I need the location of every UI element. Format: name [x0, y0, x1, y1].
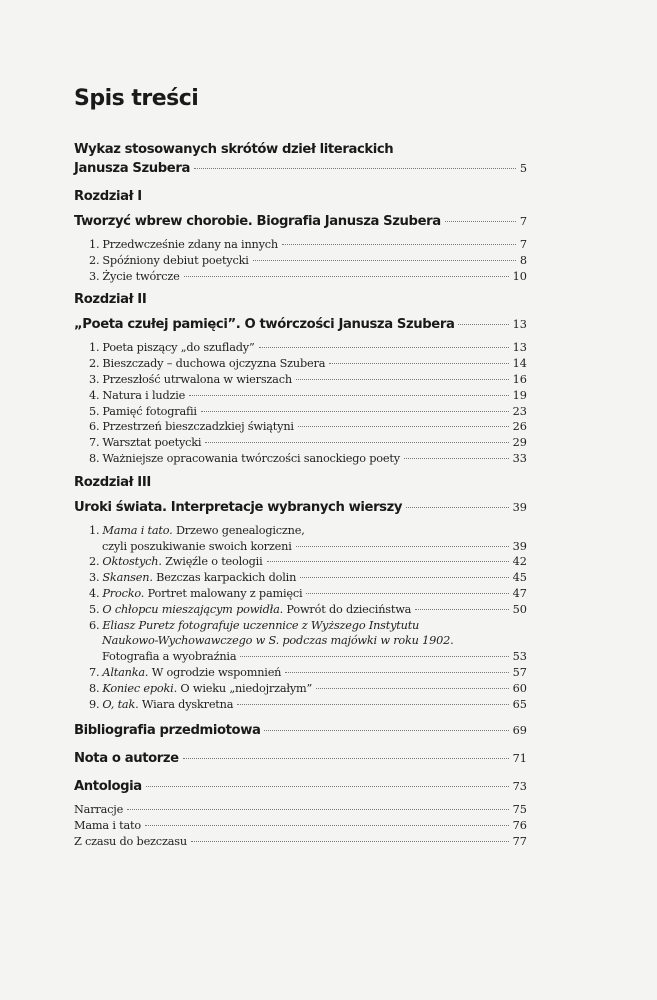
item-number: 2. — [89, 555, 100, 569]
table-of-contents — [74, 140, 527, 850]
item-number: 6. — [89, 618, 100, 632]
dot-leader — [445, 221, 516, 222]
toc-subentry[interactable] — [89, 523, 527, 555]
dot-leader — [296, 546, 509, 547]
chapter-label: Rozdział I — [74, 189, 142, 204]
entry-title-line1: Wykaz stosowanych skrótów dzieł literackich — [74, 142, 394, 157]
item-number: 7. — [89, 665, 100, 679]
item-title: Bieszczady – duchowa ojczyzna Szubera — [102, 357, 326, 371]
dot-leader — [282, 244, 516, 245]
item-title: Pamięć fotografii — [102, 404, 197, 418]
toc-entry-about-author[interactable] — [74, 749, 527, 768]
dot-leader — [267, 561, 509, 562]
item-number: 7. — [89, 436, 100, 450]
item-title-line2: czyli poszukiwanie swoich korzeni — [102, 539, 292, 553]
dot-leader — [259, 347, 509, 348]
item-title: Natura i ludzie — [102, 388, 186, 402]
dot-leader — [127, 809, 509, 810]
item-poem-title: Procko. — [102, 586, 145, 600]
item-number: 3. — [89, 571, 100, 585]
dot-leader — [415, 609, 508, 610]
toc-subentry[interactable] — [89, 388, 527, 404]
item-title: Przestrzeń bieszczadzkiej świątyni — [102, 420, 294, 434]
item-poem-title: Mama i tato. — [102, 523, 173, 537]
item-number: 2. — [89, 357, 100, 371]
dot-leader — [404, 458, 509, 459]
item-number: 1. — [89, 341, 100, 355]
toc-subentry[interactable] — [74, 834, 527, 850]
toc-subentry[interactable] — [89, 372, 527, 388]
page-number: 77 — [512, 834, 527, 848]
item-poem-title: Koniec epoki. — [102, 681, 177, 695]
page-number: 50 — [512, 602, 527, 616]
toc-subentry[interactable] — [89, 697, 527, 713]
item-title: Z czasu do bezczasu — [74, 834, 187, 848]
item-number: 2. — [89, 253, 100, 267]
page-number: 13 — [512, 341, 527, 355]
item-title: Poeta piszący „do szuflady” — [102, 341, 255, 355]
item-title-line3: Fotografia a wyobraźnia — [102, 650, 237, 664]
dot-leader — [189, 395, 508, 396]
dot-leader — [329, 363, 508, 364]
toc-subentry[interactable] — [89, 618, 527, 665]
item-title: W ogrodzie wspomnień — [148, 665, 282, 679]
page-number: 53 — [512, 650, 527, 664]
dot-leader — [306, 593, 508, 594]
page-number: 47 — [512, 586, 527, 600]
toc-entry-chapter-3[interactable] — [74, 498, 527, 517]
item-title: Portret malowany z pamięci — [144, 586, 303, 600]
chapter-2-items — [74, 340, 527, 466]
page-number: 75 — [512, 803, 527, 817]
toc-subentry[interactable] — [89, 237, 527, 253]
dot-leader — [183, 758, 509, 759]
page-number: 65 — [512, 697, 527, 711]
item-number: 8. — [89, 681, 100, 695]
item-title: Przedwcześnie zdany na innych — [102, 238, 278, 251]
item-title: O wieku „niedojrzałym” — [177, 681, 313, 695]
item-poem-title: Altanka. — [102, 665, 149, 679]
item-number: 5. — [89, 404, 100, 418]
dot-leader — [205, 442, 508, 443]
item-number: 1. — [89, 523, 100, 537]
page-number: 10 — [512, 269, 527, 283]
toc-entry-chapter-2[interactable] — [74, 315, 527, 334]
toc-entry-bibliography[interactable] — [74, 721, 527, 740]
item-number: 9. — [89, 697, 100, 711]
item-poem-title: Skansen. — [102, 571, 153, 585]
item-poem-title: O chłopcu mieszającym powidła. — [102, 602, 284, 616]
toc-subentry[interactable] — [89, 253, 527, 269]
item-number: 1. — [89, 238, 100, 251]
dot-leader — [145, 825, 509, 826]
item-number: 4. — [89, 586, 100, 600]
toc-subentry[interactable] — [89, 404, 527, 420]
item-poem-title-line2: Naukowo-Wychowawczego w S. podczas majówki w roku 1902. — [102, 634, 454, 648]
page-number: 45 — [512, 571, 527, 585]
page-number: 16 — [512, 372, 527, 386]
toc-subentry[interactable] — [89, 570, 527, 586]
toc-subentry[interactable] — [89, 435, 527, 451]
page-number: 39 — [512, 539, 527, 553]
toc-subentry[interactable] — [89, 419, 527, 435]
item-number: 3. — [89, 269, 100, 283]
item-title: Warsztat poetycki — [102, 436, 202, 450]
dot-leader — [264, 730, 508, 731]
dot-leader — [201, 411, 509, 412]
page-number: 60 — [512, 681, 527, 695]
dot-leader — [240, 656, 508, 657]
dot-leader — [184, 276, 509, 277]
toc-subentry[interactable] — [89, 340, 527, 356]
entry-title-line2: Janusza Szubera — [74, 161, 190, 176]
chapter-label: Rozdział II — [74, 292, 147, 308]
item-number: 4. — [89, 388, 100, 402]
entry-title: Antologia — [74, 779, 142, 795]
page-number: 39 — [512, 500, 527, 514]
page-number: 13 — [512, 318, 527, 332]
item-title: Wiara dyskretna — [138, 697, 234, 711]
chapter-title: Tworzyć wbrew chorobie. Biografia Janusza Szubera — [74, 214, 441, 229]
item-title: Bezczas karpackich dolin — [152, 571, 297, 585]
item-number: 3. — [89, 372, 100, 386]
dot-leader — [406, 507, 509, 508]
page-number: 7 — [519, 215, 527, 228]
item-poem-title: Eliasz Puretz fotografuje uczennice z Wyższego Instytutu — [102, 618, 420, 632]
page-number: 33 — [512, 451, 527, 465]
item-title: Życie twórcze — [102, 269, 180, 283]
item-number: 8. — [89, 451, 100, 465]
toc-subentry[interactable] — [89, 681, 527, 697]
chapter-title: „Poeta czułej pamięci”. O twórczości Janusza Szubera — [74, 317, 455, 333]
chapter-label: Rozdział III — [74, 474, 151, 490]
dot-leader — [146, 786, 509, 787]
dot-leader — [285, 672, 508, 673]
item-title: Narracje — [74, 803, 124, 817]
page-number: 73 — [512, 780, 527, 794]
dot-leader — [316, 688, 509, 689]
dot-leader — [191, 841, 509, 842]
dot-leader — [458, 324, 508, 325]
toc-entry-chapter-1[interactable] — [74, 212, 527, 231]
toc-entry-abbreviations[interactable] — [74, 140, 527, 178]
item-title: Spóźniony debiut poetycki — [102, 253, 249, 267]
toc-subentry[interactable] — [89, 451, 527, 467]
chapter-title: Uroki świata. Interpretacje wybranych wierszy — [74, 499, 403, 515]
page-number: 29 — [512, 436, 527, 450]
chapter-3-items — [74, 523, 527, 713]
page-number: 19 — [512, 388, 527, 402]
item-poem-title: Oktostych. — [102, 555, 162, 569]
toc-subentry[interactable] — [89, 554, 527, 570]
entry-title: Bibliografia przedmiotowa — [74, 723, 261, 739]
dot-leader — [237, 704, 508, 705]
item-title: Przeszłość utrwalona w wierszach — [102, 372, 292, 386]
page-number: 5 — [519, 162, 527, 175]
item-title: Zwięźle o teologii — [161, 555, 263, 569]
dot-leader — [253, 260, 516, 261]
item-title: Drzewo genealogiczne, — [172, 523, 305, 537]
dot-leader — [300, 577, 508, 578]
page-number: 76 — [512, 819, 527, 833]
toc-subentry[interactable] — [89, 356, 527, 372]
toc-subentry[interactable] — [89, 665, 527, 681]
toc-subentry[interactable] — [74, 818, 527, 834]
item-title: Mama i tato — [74, 819, 141, 833]
page-number: 69 — [512, 724, 527, 738]
dot-leader — [298, 426, 509, 427]
item-title: Ważniejsze opracowania twórczości sanockiego poety — [102, 451, 400, 465]
dot-leader — [194, 168, 516, 169]
entry-title: Nota o autorze — [74, 751, 179, 767]
anthology-items — [74, 802, 527, 849]
chapter-1-items — [74, 237, 527, 284]
item-number: 5. — [89, 602, 100, 616]
page-number: 57 — [512, 665, 527, 679]
page-number: 71 — [512, 752, 527, 766]
toc-subentry[interactable] — [74, 802, 527, 818]
page-title: Spis treści — [74, 86, 199, 111]
page-number: 26 — [512, 420, 527, 434]
item-poem-title: O, tak. — [102, 697, 139, 711]
page-number: 14 — [512, 357, 527, 371]
toc-entry-anthology[interactable] — [74, 777, 527, 796]
item-title: Powrót do dzieciństwa — [283, 602, 412, 616]
dot-leader — [296, 379, 509, 380]
page-number: 8 — [519, 253, 527, 267]
item-number: 6. — [89, 420, 100, 434]
toc-subentry[interactable] — [89, 269, 527, 285]
page-number: 42 — [512, 555, 527, 569]
toc-subentry[interactable] — [89, 602, 527, 618]
page-number: 7 — [519, 238, 527, 251]
toc-subentry[interactable] — [89, 586, 527, 602]
page-number: 23 — [512, 404, 527, 418]
